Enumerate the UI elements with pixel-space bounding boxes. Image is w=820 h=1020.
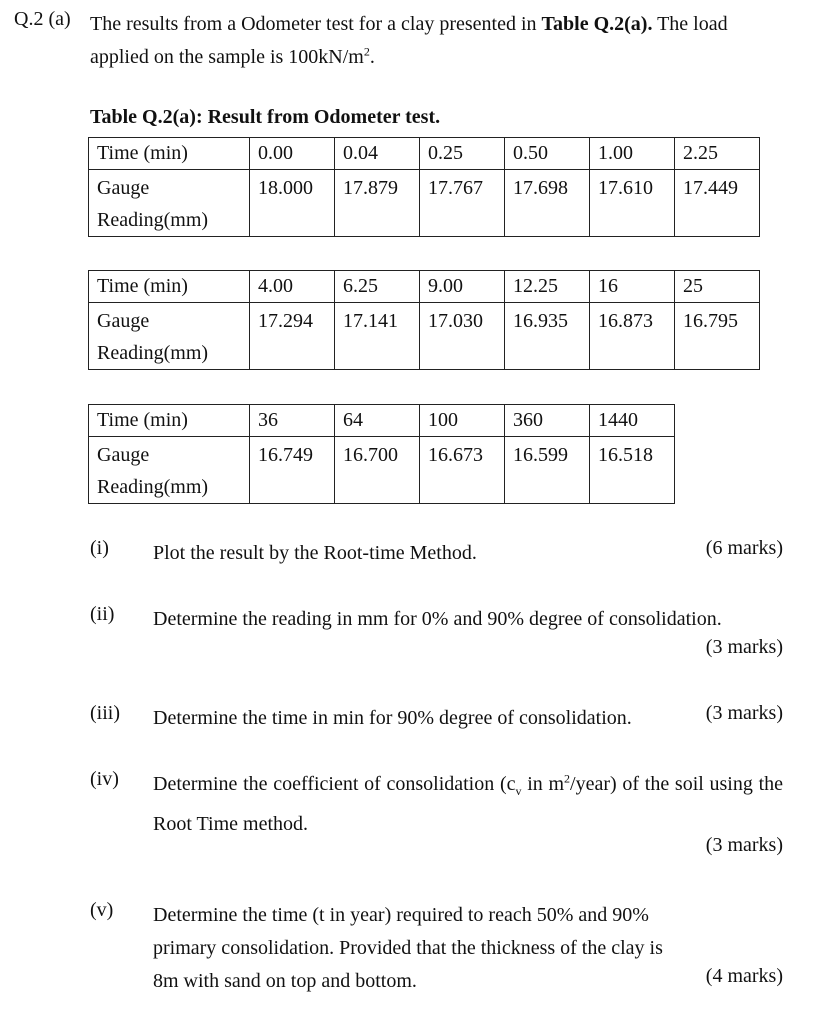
question-number: Q.2 (a) (14, 8, 71, 30)
time-cell: 36 (250, 405, 335, 437)
time-cell: 1.00 (590, 138, 675, 170)
reading-cell: 16.795 (675, 303, 760, 370)
reading-cell: 17.449 (675, 170, 760, 237)
row-label-time: Time (min) (89, 405, 250, 437)
time-cell: 16 (590, 271, 675, 303)
subq-iv-superscript: 2 (564, 771, 571, 786)
reading-cell: 17.698 (505, 170, 590, 237)
gauge-label-line-1: Gauge (97, 310, 150, 332)
intro-text-end: . (369, 46, 375, 68)
table-row-gauge (89, 437, 675, 504)
row-label-gauge (89, 437, 250, 504)
reading-cell: 16.935 (505, 303, 590, 370)
subq-iv-text-1: Determine the coefficient of consolidation (c (153, 773, 516, 795)
reading-cell: 16.518 (590, 437, 675, 504)
gauge-label-line-2: Reading(mm) (97, 209, 209, 231)
subquestion-number: (i) (90, 537, 109, 559)
reading-cell: 17.030 (420, 303, 505, 370)
time-cell: 1440 (590, 405, 675, 437)
reading-cell: 16.673 (420, 437, 505, 504)
reading-cell: 17.610 (590, 170, 675, 237)
table-caption: Table Q.2(a): Result from Odometer test. (90, 106, 441, 128)
reading-cell: 17.141 (335, 303, 420, 370)
time-cell: 0.00 (250, 138, 335, 170)
row-label-gauge (89, 170, 250, 237)
reading-cell: 17.879 (335, 170, 420, 237)
time-cell: 100 (420, 405, 505, 437)
subquestion-marks: (6 marks) (705, 537, 783, 559)
gauge-label-line-1: Gauge (97, 177, 150, 199)
odometer-table-block-1 (88, 137, 760, 237)
time-cell: 0.50 (505, 138, 590, 170)
subquestion-text (153, 768, 783, 841)
row-label-gauge (89, 303, 250, 370)
time-cell: 2.25 (675, 138, 760, 170)
table-row-time (89, 138, 760, 170)
time-cell: 0.04 (335, 138, 420, 170)
time-cell: 9.00 (420, 271, 505, 303)
subquestion-number: (iii) (90, 702, 120, 724)
subquestion-text: Determine the time in min for 90% degree of consolidation. (153, 707, 632, 729)
table-row-time (89, 271, 760, 303)
reading-cell: 16.700 (335, 437, 420, 504)
subq-iv-text-3: /year) of the soil using the Root Time method. (153, 773, 783, 835)
odometer-table-block-3 (88, 404, 675, 504)
subquestion-number: (v) (90, 899, 114, 921)
table-row-gauge (89, 170, 760, 237)
intro-table-ref: Table Q.2(a). (541, 13, 653, 35)
subquestion-marks: (3 marks) (705, 834, 783, 856)
gauge-label-line-1: Gauge (97, 444, 150, 466)
time-cell: 360 (505, 405, 590, 437)
reading-cell: 17.767 (420, 170, 505, 237)
gauge-label-line-2: Reading(mm) (97, 476, 209, 498)
subquestion-marks: (3 marks) (705, 636, 783, 658)
subquestion-marks: (4 marks) (705, 965, 783, 987)
row-label-time: Time (min) (89, 138, 250, 170)
gauge-label-line-2: Reading(mm) (97, 342, 209, 364)
time-cell: 25 (675, 271, 760, 303)
row-label-time: Time (min) (89, 271, 250, 303)
intro-text-2: The load applied on the sample is 100kN/m (90, 13, 728, 68)
subq-iv-subscript: v (515, 784, 522, 798)
time-cell: 0.25 (420, 138, 505, 170)
intro-text-1: The results from a Odometer test for a clay presented in (90, 13, 542, 35)
reading-cell: 18.000 (250, 170, 335, 237)
odometer-table-block-2 (88, 270, 760, 370)
reading-cell: 16.749 (250, 437, 335, 504)
subquestion-text: Plot the result by the Root-time Method. (153, 542, 477, 564)
subquestion-number: (ii) (90, 603, 115, 625)
table-row-gauge (89, 303, 760, 370)
time-cell: 6.25 (335, 271, 420, 303)
question-intro (90, 8, 790, 74)
subquestion-text: Determine the time (t in year) required to reach 50% and 90% primary consolidation. Provided that the thickness of the clay is 8m with sand on top and bottom. (153, 904, 663, 992)
reading-cell: 16.599 (505, 437, 590, 504)
reading-cell: 16.873 (590, 303, 675, 370)
intro-superscript: 2 (363, 44, 370, 59)
time-cell: 64 (335, 405, 420, 437)
time-cell: 12.25 (505, 271, 590, 303)
time-cell: 4.00 (250, 271, 335, 303)
subquestion-number: (iv) (90, 768, 119, 790)
subquestion-marks: (3 marks) (705, 702, 783, 724)
table-row-time (89, 405, 675, 437)
reading-cell: 17.294 (250, 303, 335, 370)
subq-iv-text-2: in m (521, 773, 565, 795)
subquestion-text: Determine the reading in mm for 0% and 90% degree of consolidation. (153, 608, 722, 630)
